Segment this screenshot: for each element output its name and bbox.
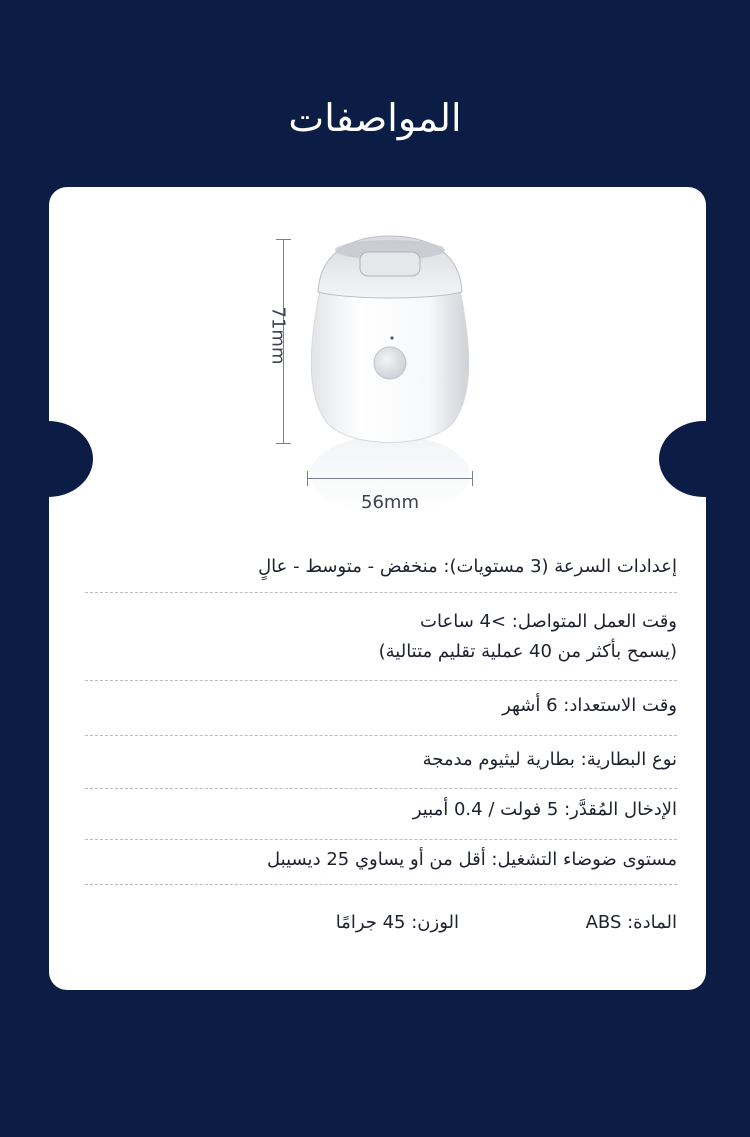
spec-text: وقت العمل المتواصل: >4 ساعات (420, 611, 677, 632)
height-dimension-cap-top (276, 239, 291, 240)
spec-list (85, 542, 677, 938)
spec-row (85, 789, 677, 840)
material-text: المادة: ABS (585, 912, 677, 933)
spec-text: إعدادات السرعة (3 مستويات): منخفض - متوسط - عالٍ (258, 556, 677, 577)
spec-row (85, 593, 677, 681)
spec-text: نوع البطارية: بطارية ليثيوم مدمجة (422, 749, 677, 770)
width-dimension-line (307, 478, 473, 479)
width-dimension-cap-right (472, 471, 473, 486)
spec-text: وقت الاستعداد: 6 أشهر (502, 695, 677, 716)
spec-text: مستوى ضوضاء التشغيل: أقل من أو يساوي 25 ديسيبل (267, 849, 677, 870)
spec-text: الإدخال المُقدَّر: 5 فولت / 0.4 أمبير (412, 799, 677, 820)
spec-row (85, 681, 677, 736)
nail-clipper-device-image (300, 230, 480, 530)
spec-row (85, 542, 677, 593)
card-notch-right (659, 421, 749, 497)
weight-text: الوزن: 45 جرامًا (335, 912, 459, 933)
spec-row (85, 736, 677, 789)
height-dimension-cap-bottom (276, 443, 291, 444)
spec-row (85, 840, 677, 885)
width-dimension-cap-left (307, 471, 308, 486)
height-dimension-label: 71mm (267, 306, 289, 365)
spec-row-bottom (85, 885, 677, 938)
width-dimension-label: 56mm (361, 492, 419, 513)
spec-text: (يسمح بأكثر من 40 عملية تقليم متتالية) (378, 641, 677, 662)
product-illustration (250, 230, 500, 530)
page-title: المواصفات (288, 96, 462, 140)
card-notch-left (3, 421, 93, 497)
